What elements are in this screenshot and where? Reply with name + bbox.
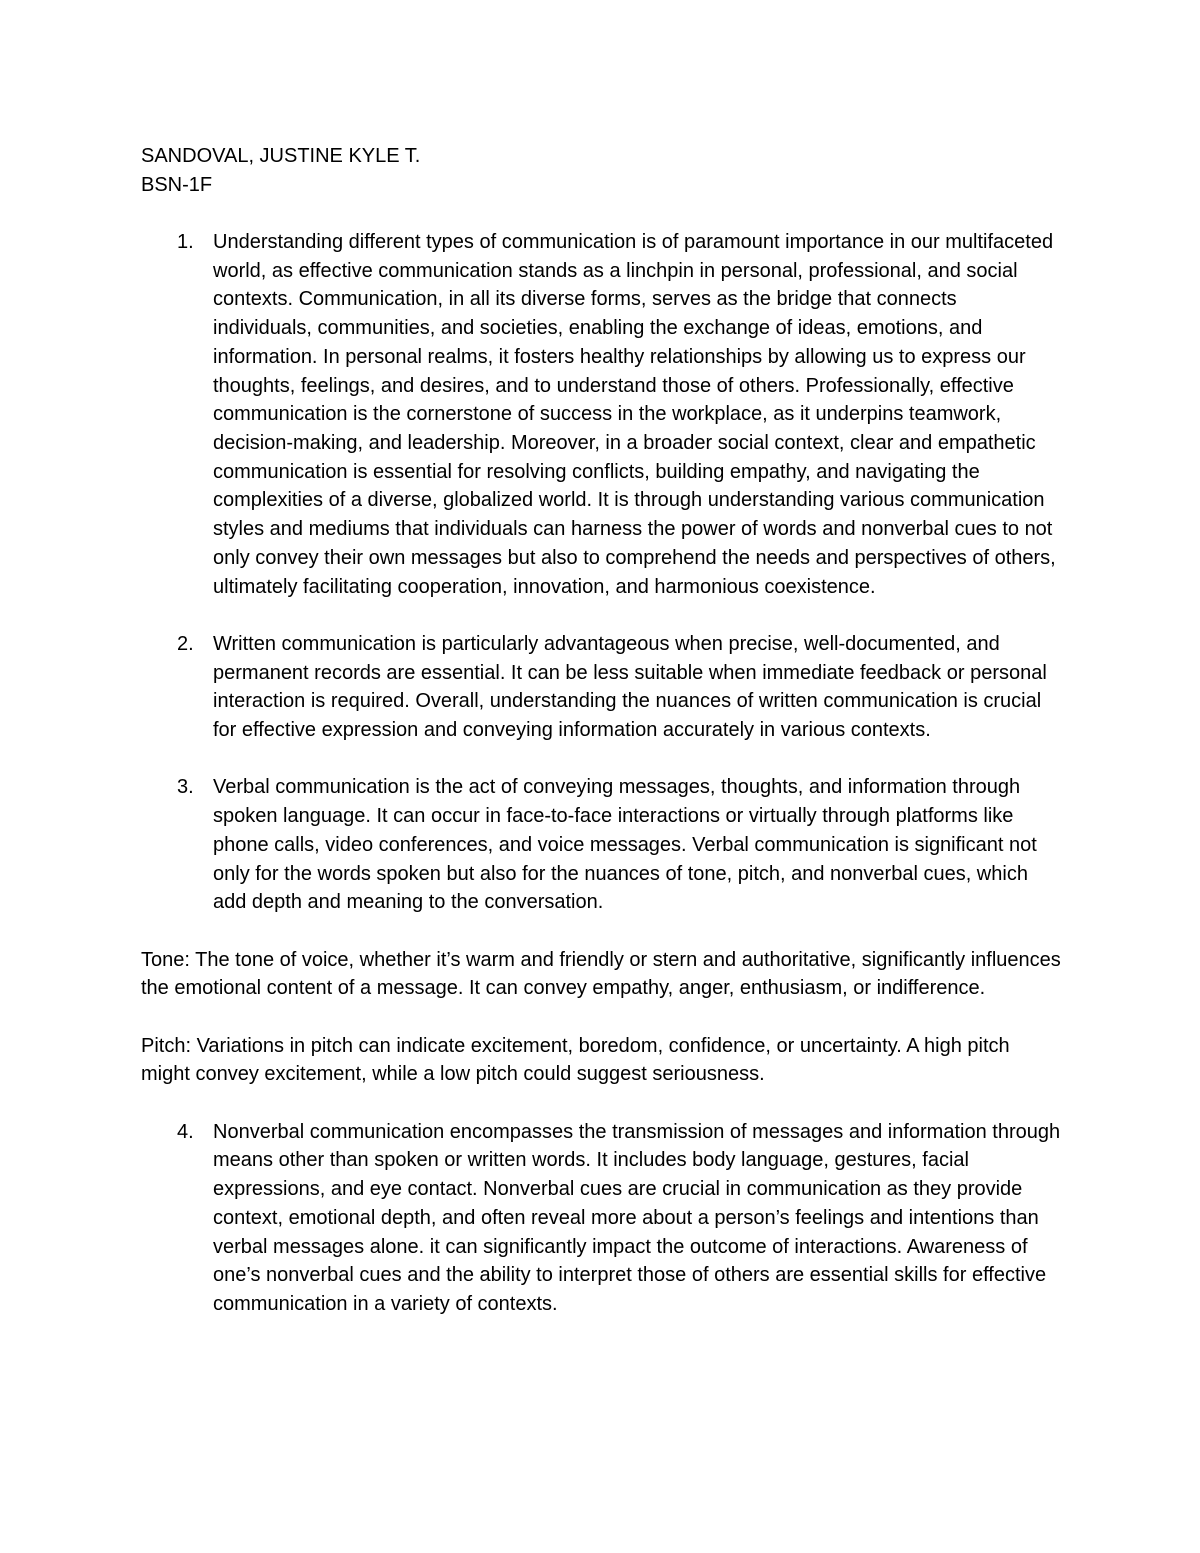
list-item-4 (141, 1118, 1061, 1319)
list-text: Understanding different types of communication is of paramount importance in our multifaceted world, as effective communication stands as a linchpin in personal, professional, and social contexts. Communication, in all its diverse forms, serves as the bridge that connects individuals, communities, and societies, enabling the exchange of ideas, emotions, and information. In personal realms, it fosters healthy relationships by allowing us to express our thoughts, feelings, and desires, and to understand those of others. Professionally, effective communication is the cornerstone of success in the workplace, as it underpins teamwork, decision-making, and leadership. Moreover, in a broader social context, clear and empathetic communication is essential for resolving conflicts, building empathy, and navigating the complexities of a diverse, globalized world. It is through understanding various communication styles and mediums that individuals can harness the power of words and nonverbal cues to not only convey their own messages but also to comprehend the needs and perspectives of others, ultimately facilitating cooperation, innovation, and harmonious coexistence. (213, 231, 1056, 598)
list-text: Nonverbal communication encompasses the transmission of messages and information through means other than spoken or written words. It includes body language, gestures, facial expressions, and eye contact. Nonverbal cues are crucial in communication as they provide context, emotional depth, and often reveal more about a person’s feelings and intentions than verbal messages alone. it can significantly impact the outcome of interactions. Awareness of one’s nonverbal cues and the ability to interpret those of others are essential skills for effective communication in a variety of contexts. (213, 1120, 1061, 1315)
spacer (141, 601, 1061, 630)
list-item-2 (141, 630, 1061, 745)
list-text: Written communication is particularly advantageous when precise, well-documented, and permanent records are essential. It can be less suitable when immediate feedback or personal interaction is required. Overall, understanding the nuances of written communication is crucial for effective expression and conveying information accurately in various contexts. (213, 632, 1047, 741)
spacer (141, 745, 1061, 774)
list-item-3 (141, 773, 1061, 917)
tone-paragraph: Tone: The tone of voice, whether it’s warm and friendly or stern and authoritative, significantly influences the emotional content of a message. It can convey empathy, anger, enthusiasm, or indifference. (141, 948, 1061, 1000)
spacer (141, 917, 1061, 946)
list-number: 2. (177, 632, 194, 655)
list-number: 1. (177, 231, 194, 254)
spacer (141, 199, 1061, 228)
list-number: 3. (177, 776, 194, 799)
document-content (141, 142, 1061, 1319)
list-item-1 (141, 228, 1061, 601)
pitch-paragraph: Pitch: Variations in pitch can indicate excitement, boredom, confidence, or uncertainty. A high pitch might convey excitement, while a low pitch could suggest seriousness. (141, 1034, 1010, 1086)
list-number: 4. (177, 1120, 194, 1143)
list-text: Verbal communication is the act of conveying messages, thoughts, and information through spoken language. It can occur in face-to-face interactions or virtually through platforms like phone calls, video conferences, and voice messages. Verbal communication is significant not only for the words spoken but also for the nuances of tone, pitch, and nonverbal cues, which add depth and meaning to the conversation. (213, 776, 1037, 914)
spacer (141, 1003, 1061, 1032)
student-section: BSN-1F (141, 173, 213, 196)
student-name: SANDOVAL, JUSTINE KYLE T. (141, 145, 421, 167)
spacer (141, 1089, 1061, 1118)
